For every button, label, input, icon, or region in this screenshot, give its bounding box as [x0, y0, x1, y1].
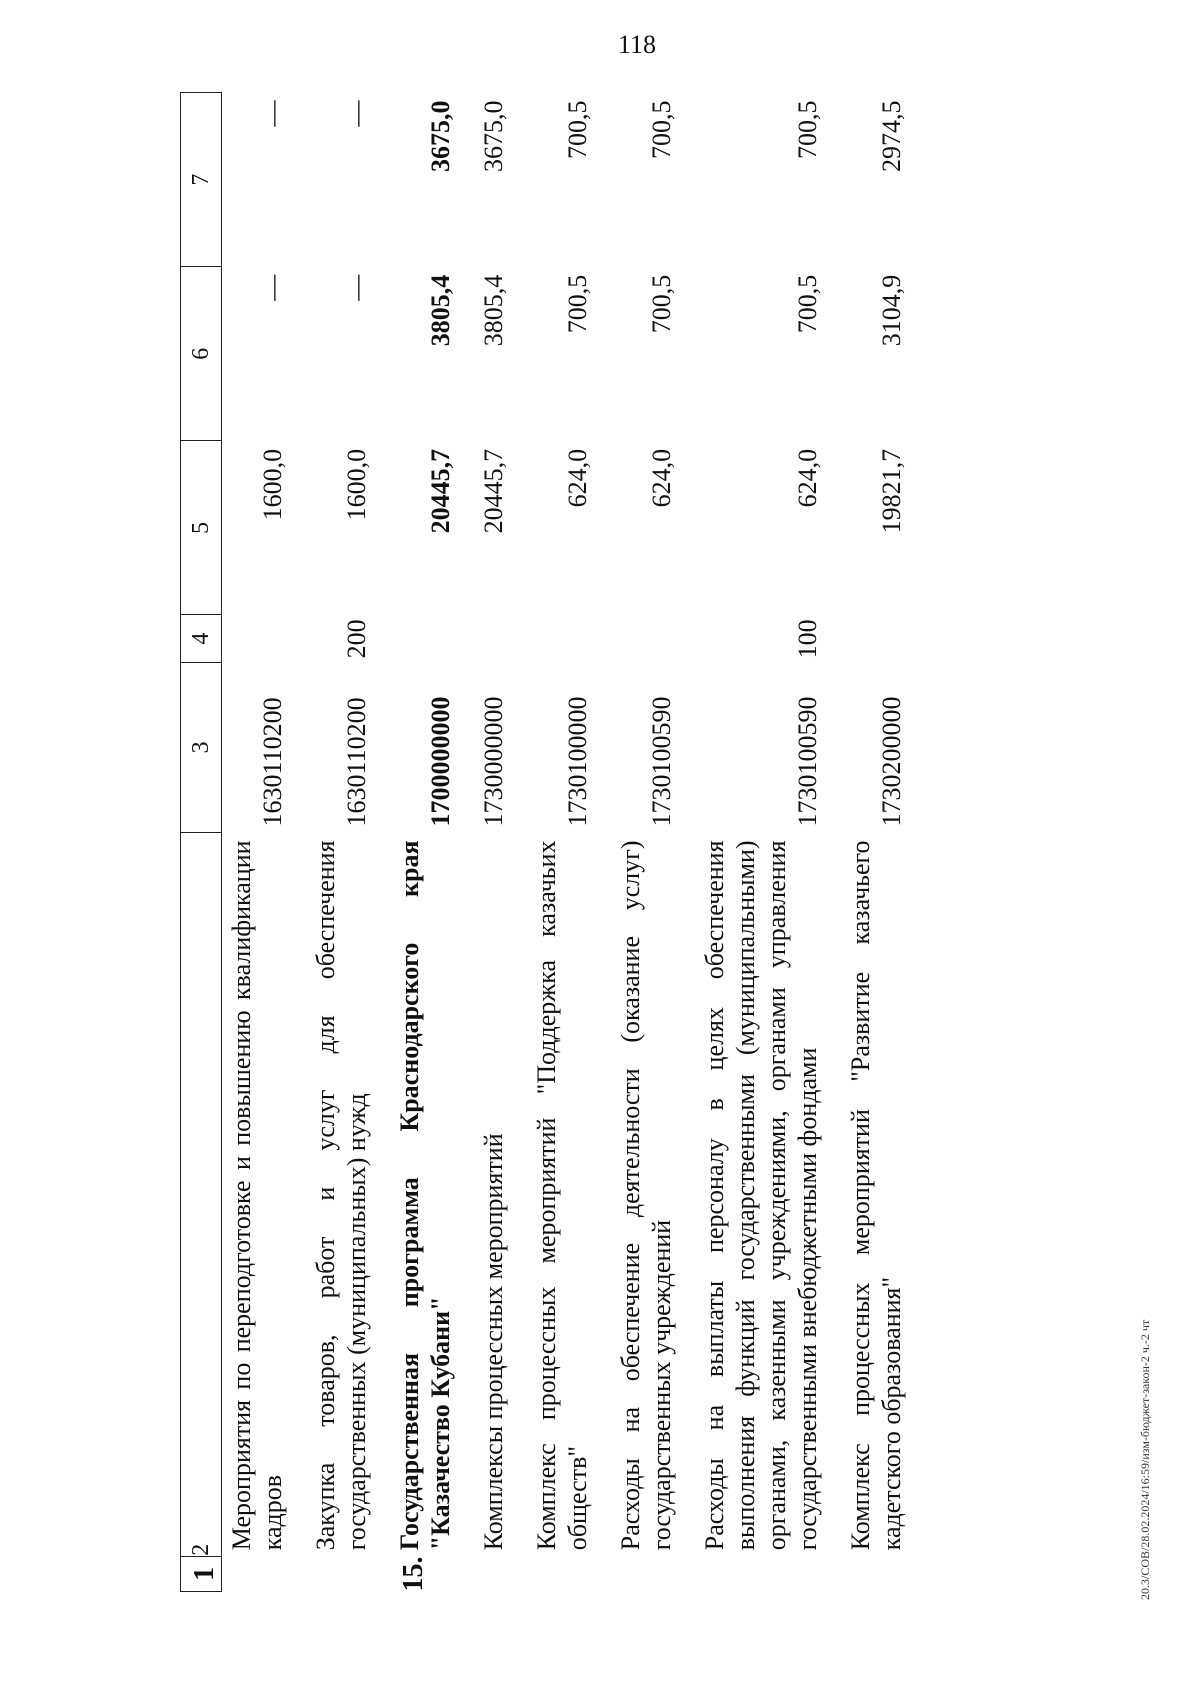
- row-value-5: 624,0: [793, 448, 822, 508]
- table-row: [222, 93, 307, 1592]
- row-value-6: 700,5: [647, 274, 676, 334]
- row-value-5: 1600,0: [258, 448, 287, 521]
- header-col-2: 2: [181, 832, 222, 1556]
- row-code: 1730100000: [563, 696, 592, 827]
- row-value-6: 700,5: [793, 274, 822, 334]
- row-code: 1700000000: [426, 696, 455, 827]
- row-value-5: 20445,7: [479, 448, 508, 534]
- table-row: [695, 93, 841, 1592]
- table-row: [390, 93, 474, 1592]
- row-value-7: —: [258, 100, 287, 127]
- header-row: [181, 93, 222, 1592]
- row-name: Комплекс процессных мероприятий "Поддержка казачьих обществ": [532, 840, 592, 1551]
- table-row: [474, 93, 527, 1592]
- row-value-7: 2974,5: [877, 100, 906, 172]
- row-name: Закупка товаров, работ и услуг для обеспечения государственных (муниципальных) нужд: [311, 840, 371, 1551]
- row-type: [390, 615, 474, 662]
- row-type: [611, 615, 695, 662]
- row-number: [474, 1556, 527, 1591]
- row-code: 1630110200: [342, 697, 371, 827]
- row-value-6: 3104,9: [877, 274, 906, 347]
- row-number: [841, 1556, 925, 1591]
- table-row: [306, 93, 390, 1592]
- row-value-7: 3675,0: [479, 100, 508, 172]
- row-number: [611, 1556, 695, 1591]
- footer-code: 20.3/СОВ/28.02.2024/16:59/изм-бюджет-закон-2 ч.-2 чт: [1138, 1319, 1152, 1600]
- header-col-7: 7: [181, 93, 222, 267]
- row-type: [474, 615, 527, 662]
- row-name: Комплексы процессных мероприятий: [479, 1133, 508, 1551]
- row-number: 15.: [398, 1556, 429, 1592]
- row-value-5: 19821,7: [877, 448, 906, 534]
- table-row: [611, 93, 695, 1592]
- row-code: 1630110200: [258, 697, 287, 827]
- row-value-5: 624,0: [563, 448, 592, 508]
- row-number: [306, 1556, 390, 1591]
- row-name: Комплекс процессных мероприятий "Развитие казачьего кадетского образования": [846, 840, 906, 1551]
- row-value-6: —: [258, 274, 287, 301]
- row-value-7: 3675,0: [426, 100, 455, 172]
- row-name: Расходы на обеспечение деятельности (оказание услуг) государственных учреждений: [616, 840, 676, 1551]
- rotated-table-container: [180, 92, 1050, 1592]
- row-type: 100: [793, 619, 822, 659]
- row-code: 1730100590: [647, 696, 676, 827]
- row-value-6: 3805,4: [426, 274, 455, 347]
- row-value-7: —: [342, 100, 371, 127]
- row-type: [222, 615, 307, 662]
- row-name: Мероприятия по переподготовке и повышению квалификации кадров: [227, 840, 287, 1551]
- row-type: [527, 615, 611, 662]
- row-value-6: 700,5: [563, 274, 592, 334]
- row-number: [695, 1556, 841, 1591]
- row-value-5: 20445,7: [426, 448, 455, 534]
- row-code: 1730000000: [479, 696, 508, 827]
- row-value-6: —: [342, 274, 371, 301]
- row-value-7: 700,5: [563, 100, 592, 159]
- row-name: Государственная программа Краснодарского края "Казачество Кубани": [395, 840, 455, 1551]
- budget-table: [180, 92, 925, 1592]
- row-value-5: 1600,0: [342, 448, 371, 521]
- row-type: 200: [342, 619, 371, 659]
- header-col-1: 1: [181, 1556, 222, 1591]
- row-type: [841, 615, 925, 662]
- row-name: Расходы на выплаты персоналу в целях обеспечения выполнения функций государственными (муниципальными) органами, казенными учреждениями, органами управления государственными внебюджетными фондами: [700, 840, 822, 1551]
- table-row: [527, 93, 611, 1592]
- page-number: 118: [618, 30, 657, 59]
- row-code: 1730100590: [793, 696, 822, 827]
- row-value-6: 3805,4: [479, 274, 508, 347]
- header-col-3: 3: [181, 662, 222, 832]
- header-col-4: 4: [181, 615, 222, 662]
- header-col-6: 6: [181, 267, 222, 441]
- table-row: [841, 93, 925, 1592]
- row-value-5: 624,0: [647, 448, 676, 508]
- row-number: [527, 1556, 611, 1591]
- row-value-7: 700,5: [647, 100, 676, 159]
- header-col-5: 5: [181, 441, 222, 615]
- row-value-7: 700,5: [793, 100, 822, 159]
- row-number: [222, 1556, 307, 1591]
- row-code: 1730200000: [877, 696, 906, 827]
